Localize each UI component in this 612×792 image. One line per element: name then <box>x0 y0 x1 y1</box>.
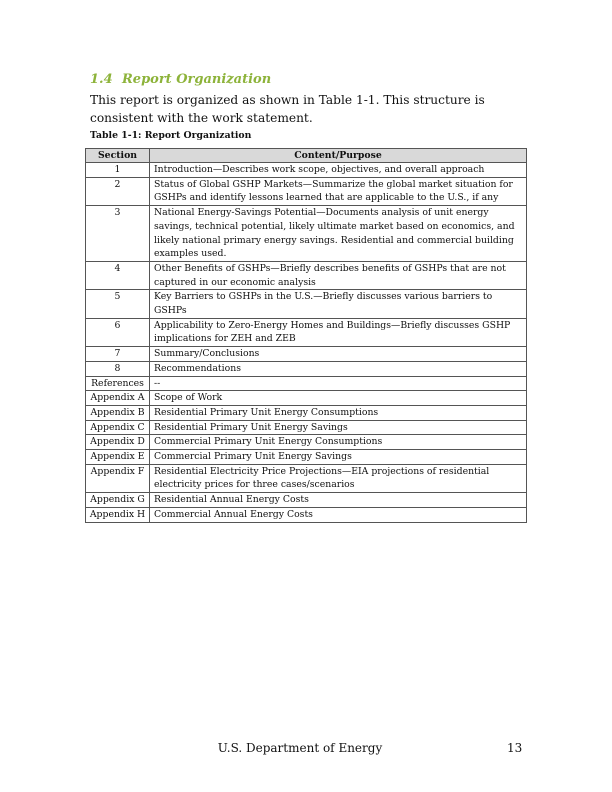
cell-content: Residential Primary Unit Energy Consumptions <box>150 405 527 420</box>
header-section: Section <box>86 149 150 163</box>
cell-content: Residential Electricity Price Projections—EIA projections of residential electricity prices for three cases/scenarios <box>150 464 527 492</box>
header-content: Content/Purpose <box>150 149 527 163</box>
cell-section: 6 <box>86 318 150 346</box>
cell-section: 2 <box>86 177 150 205</box>
table-row <box>86 507 527 522</box>
page-number: 13 <box>507 741 523 755</box>
table-row <box>86 347 527 362</box>
cell-content: Applicability to Zero-Energy Homes and Buildings—Briefly discusses GSHP implications for ZEH and ZEB <box>150 318 527 346</box>
section-title: Report Organization <box>122 72 272 87</box>
cell-section: Appendix A <box>86 391 150 406</box>
cell-content: Residential Primary Unit Energy Savings <box>150 420 527 435</box>
intro-paragraph: This report is organized as shown in Table 1-1. This structure is consistent with the work statement. <box>90 93 485 125</box>
cell-section: Appendix E <box>86 450 150 465</box>
table-row <box>86 163 527 178</box>
cell-section: Appendix F <box>86 464 150 492</box>
cell-content: Scope of Work <box>150 391 527 406</box>
table-row <box>86 177 527 205</box>
section-heading <box>90 72 271 87</box>
cell-content: Summary/Conclusions <box>150 347 527 362</box>
table-row <box>86 318 527 346</box>
cell-content: -- <box>150 376 527 391</box>
table-row <box>86 290 527 318</box>
table-row <box>86 261 527 289</box>
cell-content: Status of Global GSHP Markets—Summarize the global market situation for GSHPs and identify lessons learned that are applicable to the U.S., if any <box>150 177 527 205</box>
footer-organization: U.S. Department of Energy <box>217 741 383 755</box>
cell-section: 8 <box>86 361 150 376</box>
cell-content: Commercial Primary Unit Energy Consumptions <box>150 435 527 450</box>
cell-section: 1 <box>86 163 150 178</box>
table-header-row <box>86 149 527 163</box>
cell-section: Appendix D <box>86 435 150 450</box>
cell-section: 4 <box>86 261 150 289</box>
cell-section: Appendix H <box>86 507 150 522</box>
table-row <box>86 450 527 465</box>
cell-content: Key Barriers to GSHPs in the U.S.—Briefly discusses various barriers to GSHPs <box>150 290 527 318</box>
table-row <box>86 493 527 508</box>
cell-section: 3 <box>86 206 150 262</box>
cell-section: Appendix B <box>86 405 150 420</box>
cell-section: References <box>86 376 150 391</box>
table-row <box>86 420 527 435</box>
cell-content: Commercial Primary Unit Energy Savings <box>150 450 527 465</box>
table-row <box>86 361 527 376</box>
cell-section: 5 <box>86 290 150 318</box>
cell-content: Recommendations <box>150 361 527 376</box>
section-number: 1.4 <box>90 72 113 87</box>
table-row <box>86 376 527 391</box>
cell-section: Appendix C <box>86 420 150 435</box>
cell-content: Introduction—Describes work scope, objectives, and overall approach <box>150 163 527 178</box>
cell-section: 7 <box>86 347 150 362</box>
table-row <box>86 435 527 450</box>
cell-content: Other Benefits of GSHPs—Briefly describes benefits of GSHPs that are not captured in our economic analysis <box>150 261 527 289</box>
cell-content: National Energy-Savings Potential—Documents analysis of unit energy savings, technical potential, likely ultimate market based on economics, and likely national primary energy savings. Residential and commercial building examples used. <box>150 206 527 262</box>
report-organization-table <box>85 148 527 523</box>
cell-section: Appendix G <box>86 493 150 508</box>
table-caption: Table 1-1: Report Organization <box>90 130 252 141</box>
table-row <box>86 206 527 262</box>
table-row <box>86 464 527 492</box>
cell-content: Commercial Annual Energy Costs <box>150 507 527 522</box>
cell-content: Residential Annual Energy Costs <box>150 493 527 508</box>
table-row <box>86 405 527 420</box>
table-row <box>86 391 527 406</box>
